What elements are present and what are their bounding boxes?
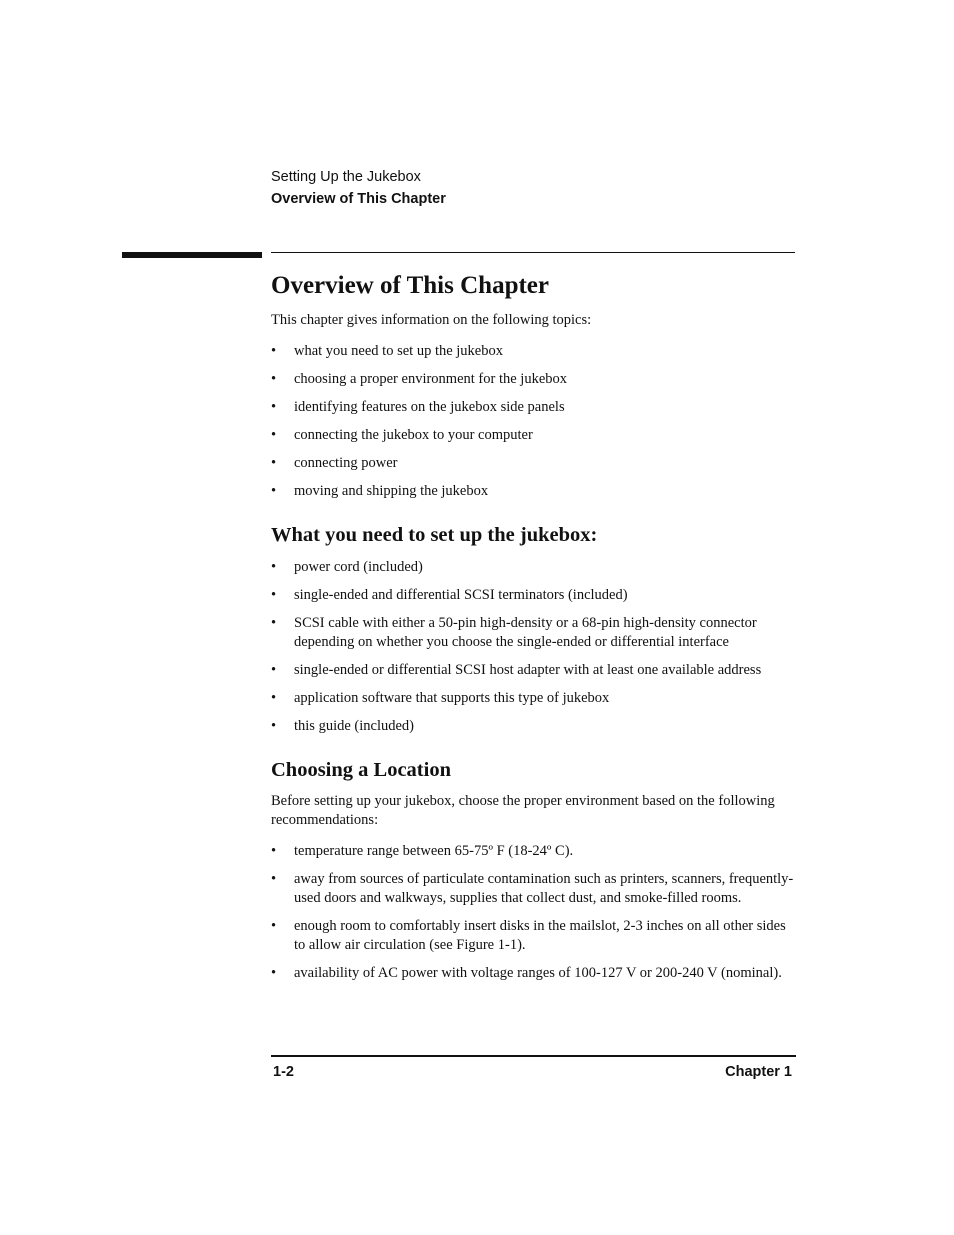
list-item: • power cord (included) [271, 559, 423, 575]
list-item: • away from sources of particulate contamination such as printers, scanners, frequently-used doors and walkways, supplies that collect dust, and smoke-filled rooms. [271, 871, 794, 906]
needs-list [271, 558, 797, 736]
footer-rule [271, 1055, 796, 1057]
section-rule [271, 252, 795, 253]
location-intro: Before setting up your jukebox, choose the proper environment based on the following recommendations: [271, 793, 775, 828]
list-item: • enough room to comfortably insert disks in the mailslot, 2-3 inches on all other sides to allow air circulation (see Figure 1-1). [271, 918, 786, 953]
running-header-subtitle: Overview of This Chapter [271, 191, 446, 207]
topics-list [271, 342, 797, 501]
list-item: • identifying features on the jukebox side panels [271, 399, 565, 415]
list-item: • single-ended or differential SCSI host adapter with at least one available address [271, 662, 762, 678]
list-item: • what you need to set up the jukebox [271, 343, 503, 359]
page-number: 1-2 [273, 1064, 294, 1080]
list-item: • SCSI cable with either a 50-pin high-density or a 68-pin high-density connector depending on whether you choose the single-ended or differential interface [271, 615, 757, 650]
running-header [271, 166, 446, 210]
list-item: • single-ended and differential SCSI terminators (included) [271, 587, 628, 603]
needs-heading: What you need to set up the jukebox: [271, 524, 598, 546]
overview-intro: This chapter gives information on the following topics: [271, 312, 592, 328]
list-item: • connecting power [271, 455, 398, 471]
list-item: • this guide (included) [271, 718, 415, 734]
main-content [271, 270, 797, 983]
list-item: • application software that supports this type of jukebox [271, 690, 610, 706]
list-item: • connecting the jukebox to your computer [271, 427, 533, 443]
location-list [271, 842, 797, 983]
location-heading: Choosing a Location [271, 759, 451, 781]
list-item: • temperature range between 65-75º F (18-24º C). [271, 843, 574, 859]
list-item: • choosing a proper environment for the jukebox [271, 371, 568, 387]
running-header-title: Setting Up the Jukebox [271, 169, 421, 185]
page-title: Overview of This Chapter [271, 272, 549, 299]
list-item: • availability of AC power with voltage ranges of 100-127 V or 200-240 V (nominal). [271, 965, 782, 981]
section-marker-bar [122, 252, 262, 258]
list-item: • moving and shipping the jukebox [271, 483, 489, 499]
footer-chapter: Chapter 1 [725, 1064, 792, 1080]
